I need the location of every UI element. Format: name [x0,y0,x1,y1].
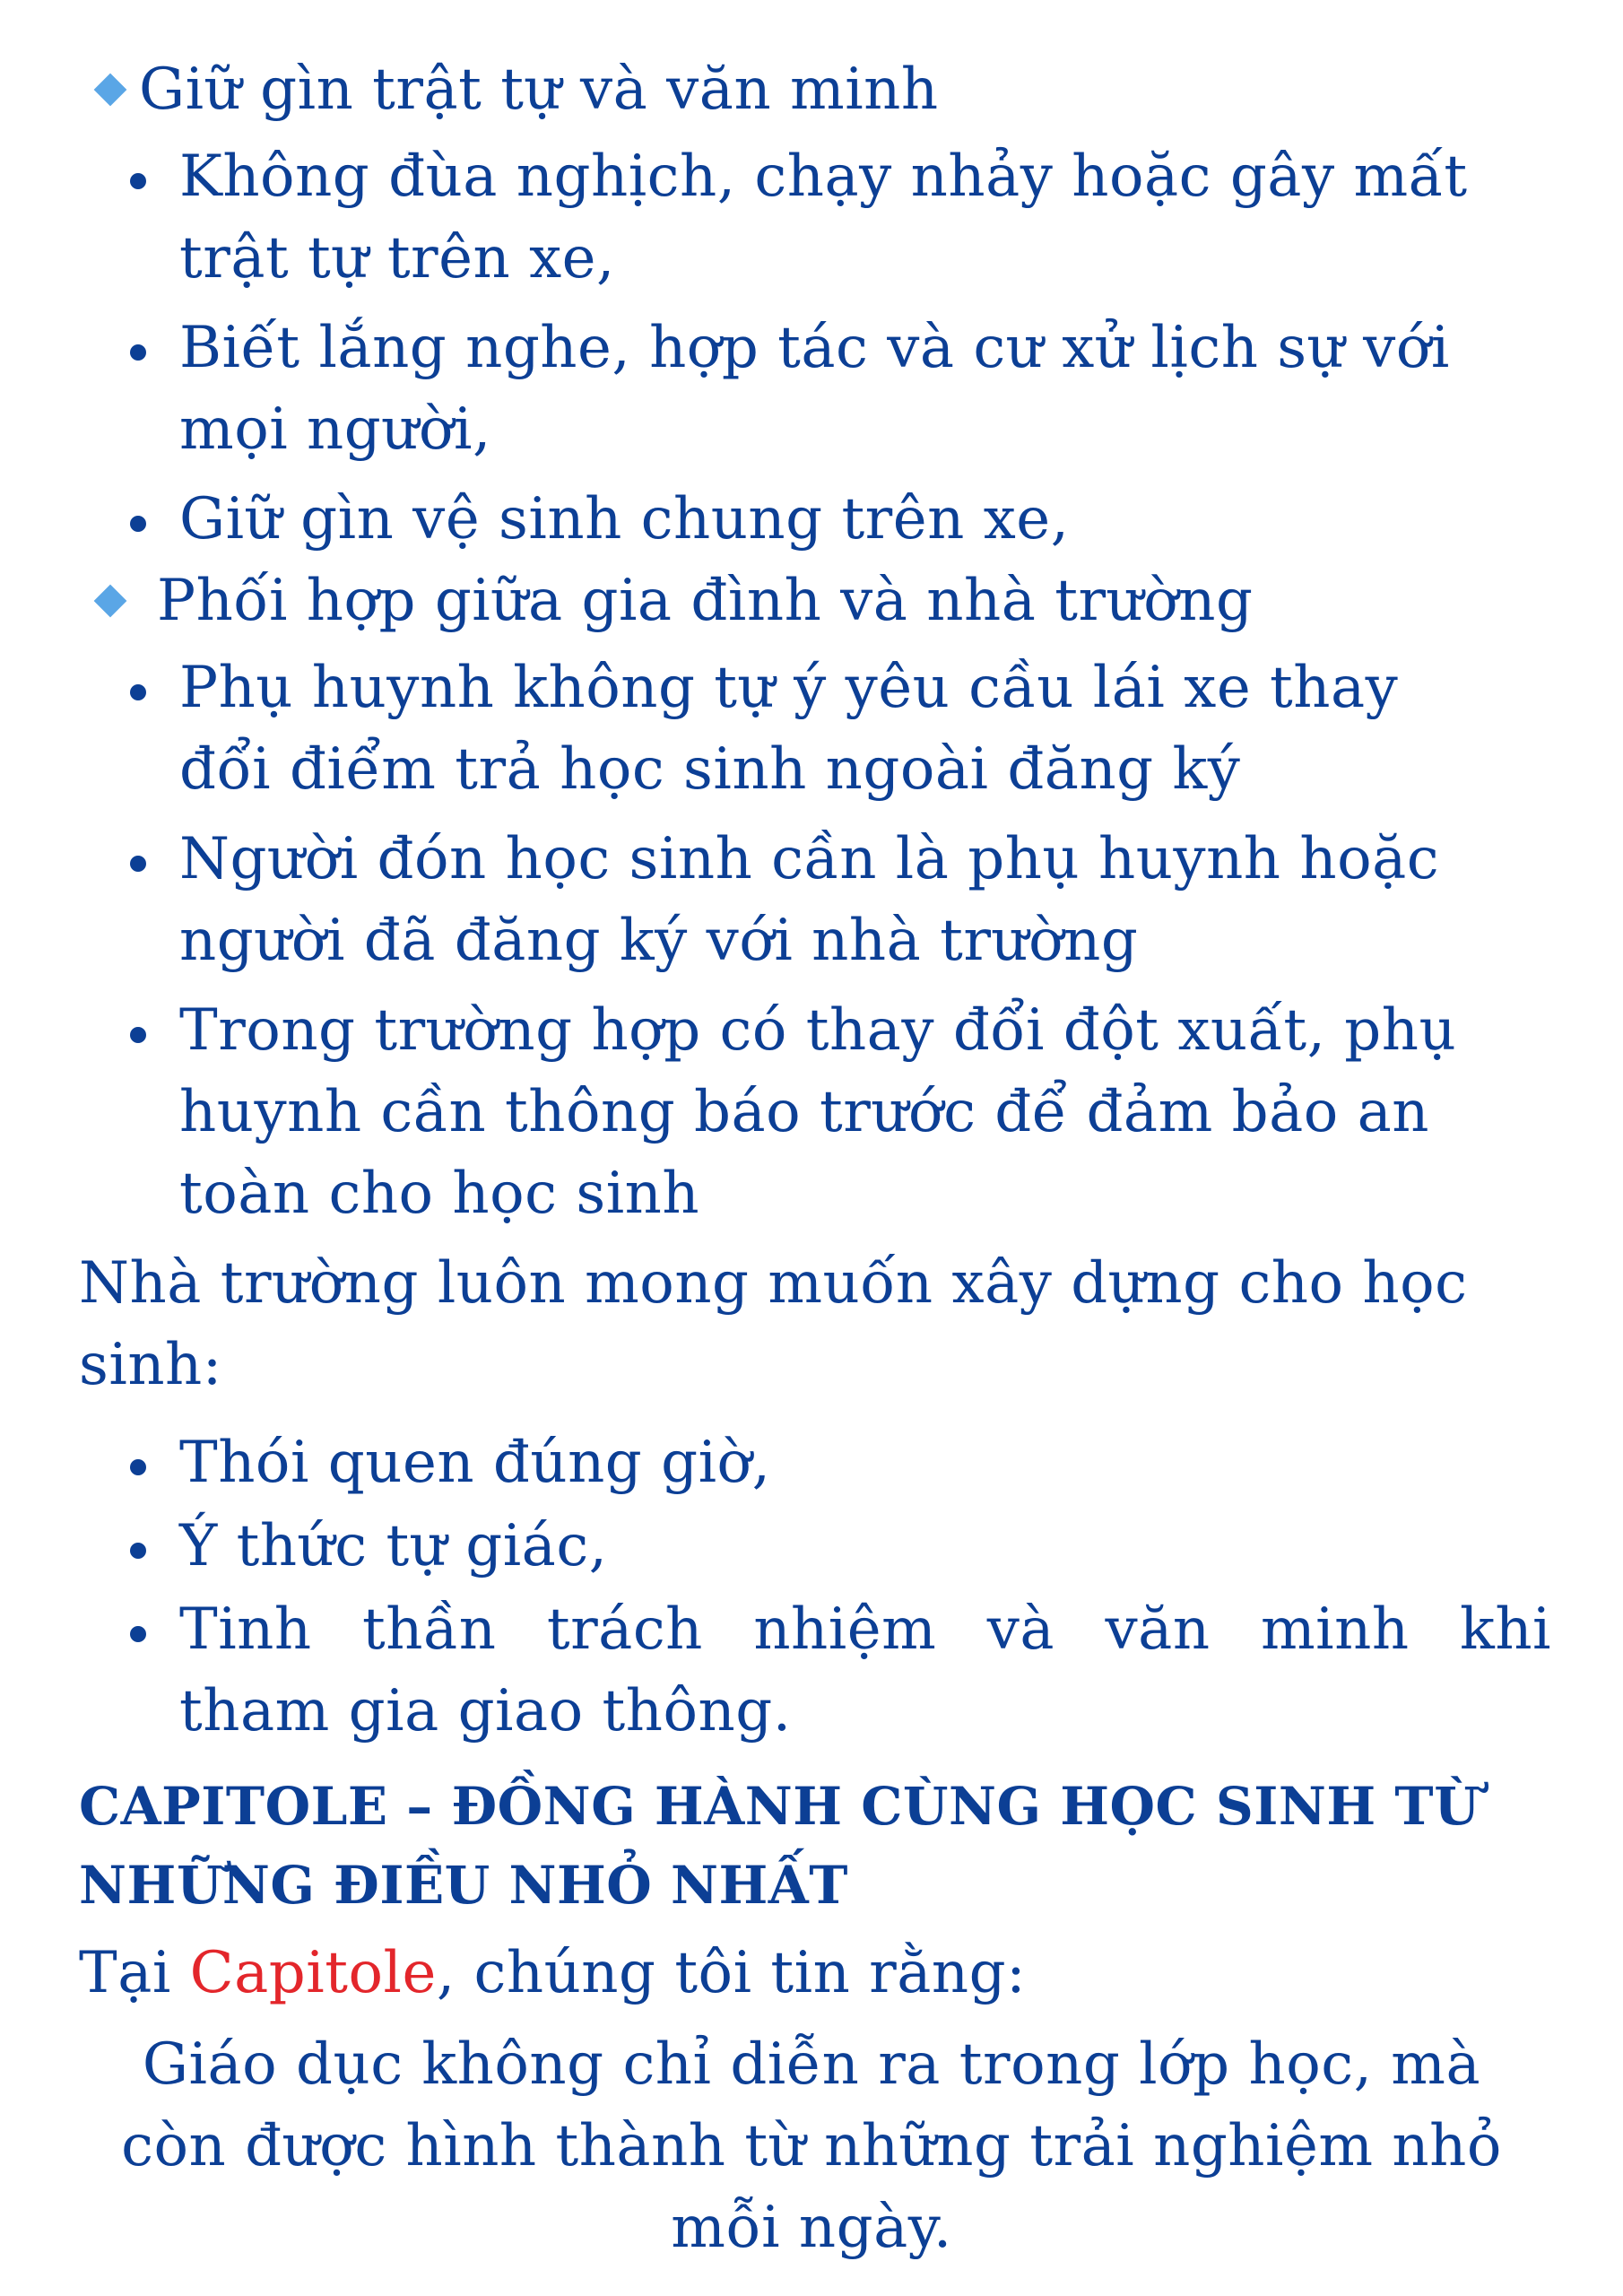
intro-line-1: Nhà trường luôn mong muốn xây dựng cho học [79,1250,1468,1317]
section1-bullet-3-line-1: Giữ gìn vệ sinh chung trên xe, [179,486,1070,552]
section2-bullet-2-line-2: người đã đăng ký với nhà trường [179,908,1139,974]
bullet-dot-icon [130,684,146,700]
bullet-dot-icon [130,1626,146,1642]
bullet-dot-icon [130,173,146,189]
closing-line-2: còn được hình thành từ những trải nghiệm nhỏ [121,2113,1502,2179]
goals-bullet-3-line-2: tham gia giao thông. [179,1678,792,1744]
diamond-bullet-icon [94,585,127,618]
belief-line [79,1930,1026,2016]
section2-bullet-3-line-3: toàn cho học sinh [179,1161,700,1227]
slogan-line-1: CAPITOLE – ĐỒNG HÀNH CÙNG HỌC SINH TỪ [79,1776,1480,1837]
section1-bullet-2-line-1: Biết lắng nghe, hợp tác và cư xử lịch sự với [179,315,1450,381]
section2-bullet-1-line-2: đổi điểm trả học sinh ngoài đăng ký [179,736,1241,803]
closing-line-1: Giáo dục không chỉ diễn ra trong lớp học, mà [142,2031,1481,2098]
belief-suffix: , chúng tôi tin rằng: [436,1940,1027,2006]
section2-bullet-3-line-1: Trong trường hợp có thay đổi đột xuất, phụ [179,997,1457,1064]
goals-bullet-3-line-1: Tinh thần trách nhiệm và văn minh khi [179,1596,1551,1663]
section2-bullet-3-line-2: huynh cần thông báo trước để đảm bảo an [179,1079,1429,1145]
intro-line-2: sinh: [79,1332,222,1398]
section2-bullet-2-line-1: Người đón học sinh cần là phụ huynh hoặc [179,826,1440,892]
bullet-dot-icon [130,516,146,532]
diamond-bullet-icon [94,74,127,107]
section2-bullet-1-line-1: Phụ huynh không tự ý yêu cầu lái xe thay [179,655,1399,721]
slogan-line-2: NHỮNG ĐIỀU NHỎ NHẤT [79,1855,848,1916]
belief-prefix: Tại [79,1940,190,2006]
section2-heading: Phối hợp giữa gia đình và nhà trường [157,568,1254,634]
goals-bullet-1: Thói quen đúng giờ, [179,1430,771,1496]
section1-bullet-1-line-1: Không đùa nghịch, chạy nhảy hoặc gây mất [179,144,1468,210]
bullet-dot-icon [130,1543,146,1559]
bullet-dot-icon [130,344,146,361]
goals-bullet-2: Ý thức tự giác, [179,1513,608,1579]
section1-heading: Giữ gìn trật tự và văn minh [139,57,939,123]
section1-bullet-1-line-2: trật tự trên xe, [179,225,615,291]
bullet-dot-icon [130,1459,146,1475]
bullet-dot-icon [130,1027,146,1043]
section1-bullet-2-line-2: mọi người, [179,396,491,463]
closing-line-3: mỗi ngày. [671,2195,952,2261]
brand-name: Capitole [189,1940,437,2006]
bullet-dot-icon [130,856,146,872]
